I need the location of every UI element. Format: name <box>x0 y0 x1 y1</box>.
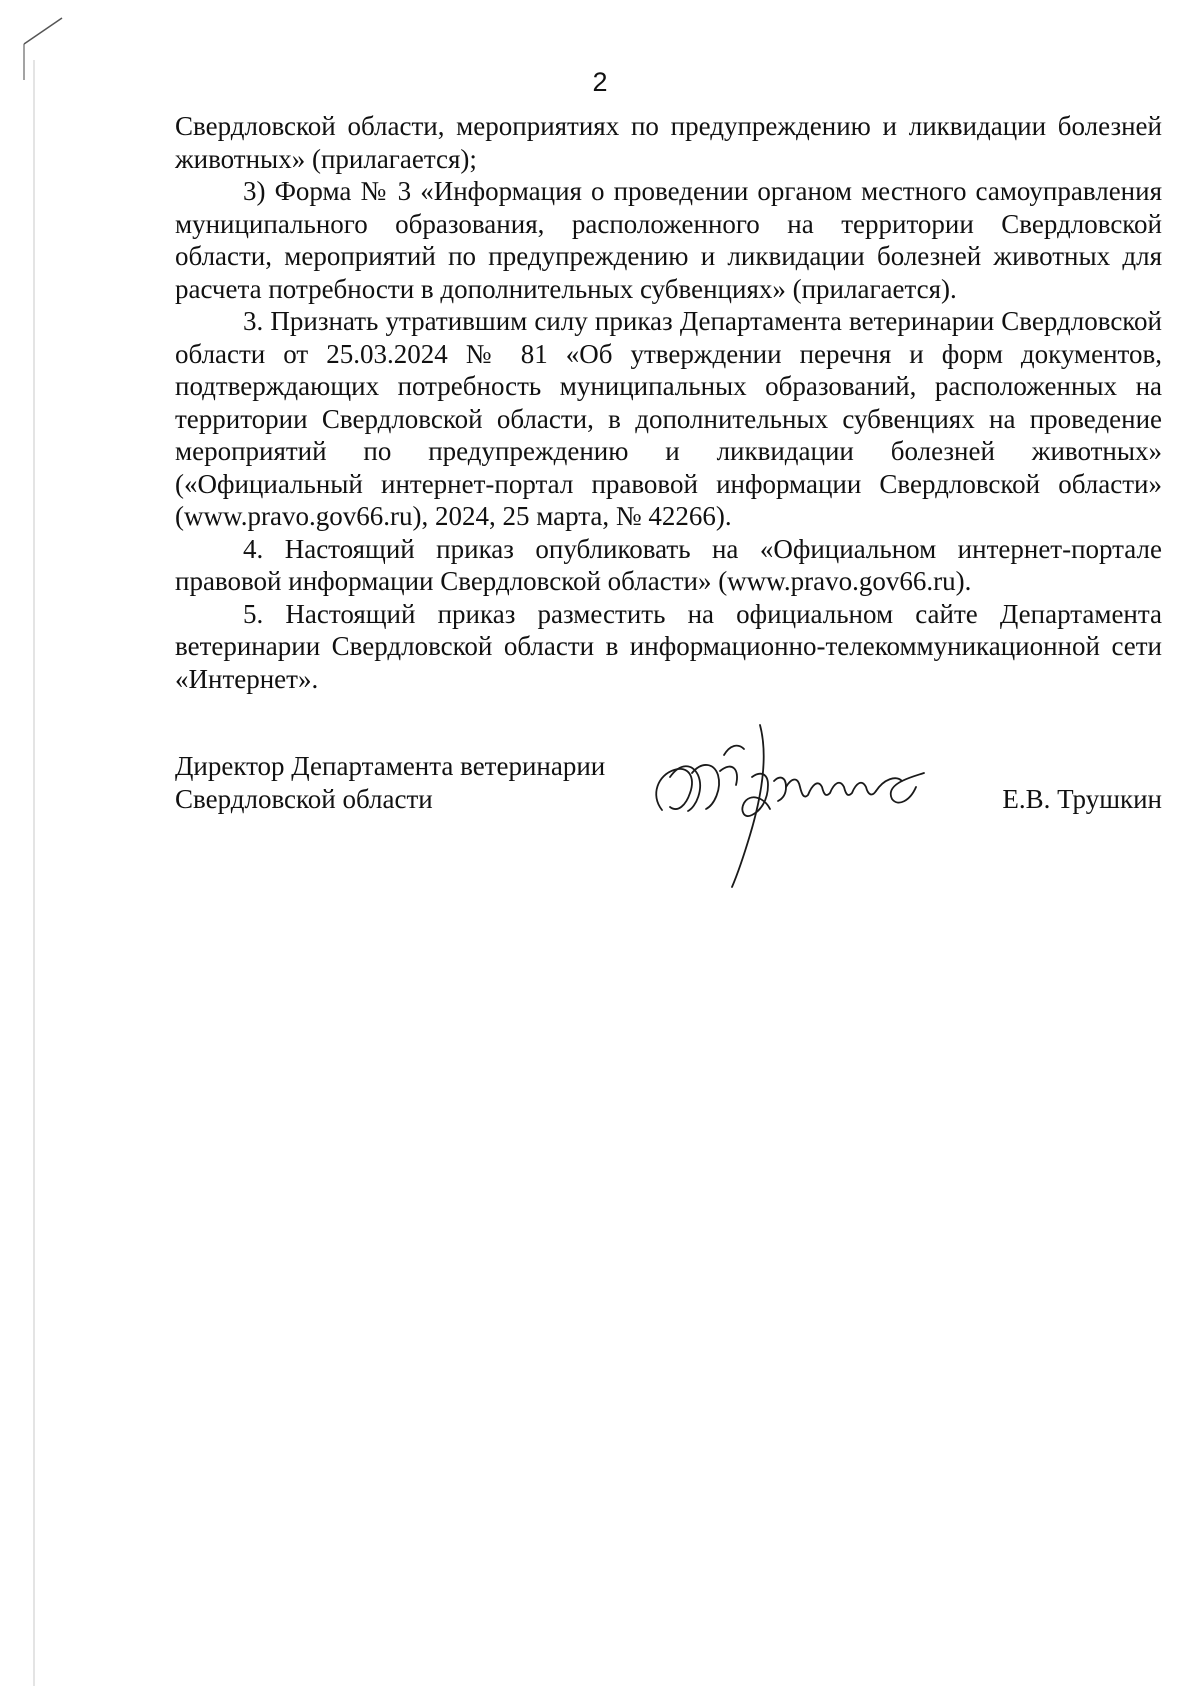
paragraph-form-3: 3) Форма № 3 «Информация о проведении органом местного самоуправления муниципального образования, расположенного на территории Свердловской области, мероприятий по предупреждению и ликвидации болезней животных для расчета потребности в дополнительных субвенциях» (прилагается). <box>175 176 1162 304</box>
signatory-position <box>175 750 695 815</box>
signatory-name: Е.В. Трушкин <box>1002 784 1162 814</box>
scan-edge-marks <box>0 0 120 1696</box>
paragraph-continuation: Свердловской области, мероприятиях по предупреждению и ликвидации болезней животных» (прилагается); <box>175 111 1162 174</box>
paragraph-item-5: 5. Настоящий приказ разместить на официальном сайте Департамента ветеринарии Свердловской области в информационно-телекоммуникационной сети «Интернет». <box>175 598 1162 694</box>
signatory-position-line2: Свердловской области <box>175 783 433 814</box>
paragraph-item-3: 3. Признать утратившим силу приказ Департамента ветеринарии Свердловской области от 25.03.2024 № 81 «Об утверждении перечня и форм документов, подтверждающих потребность муниципальных образований, расположенных на территории Свердловской области, в дополнительных субвенциях на проведение мероприятий по предупреждению и ликвидации болезней животных» («Официальный интернет-портал правовой информации Свердловской области» (www.pravo.gov66.ru), 2024, 25 марта, № 42266). <box>175 306 1162 531</box>
signatory-position-line1: Директор Департамента ветеринарии <box>175 751 606 781</box>
document-body <box>175 110 1162 695</box>
page-number: 2 <box>592 67 608 97</box>
paragraph-item-4: 4. Настоящий приказ опубликовать на «Официальном интернет-портале правовой информации Свердловской области» (www.pravo.gov66.ru). <box>175 533 1162 596</box>
handwritten-signature <box>640 715 930 895</box>
